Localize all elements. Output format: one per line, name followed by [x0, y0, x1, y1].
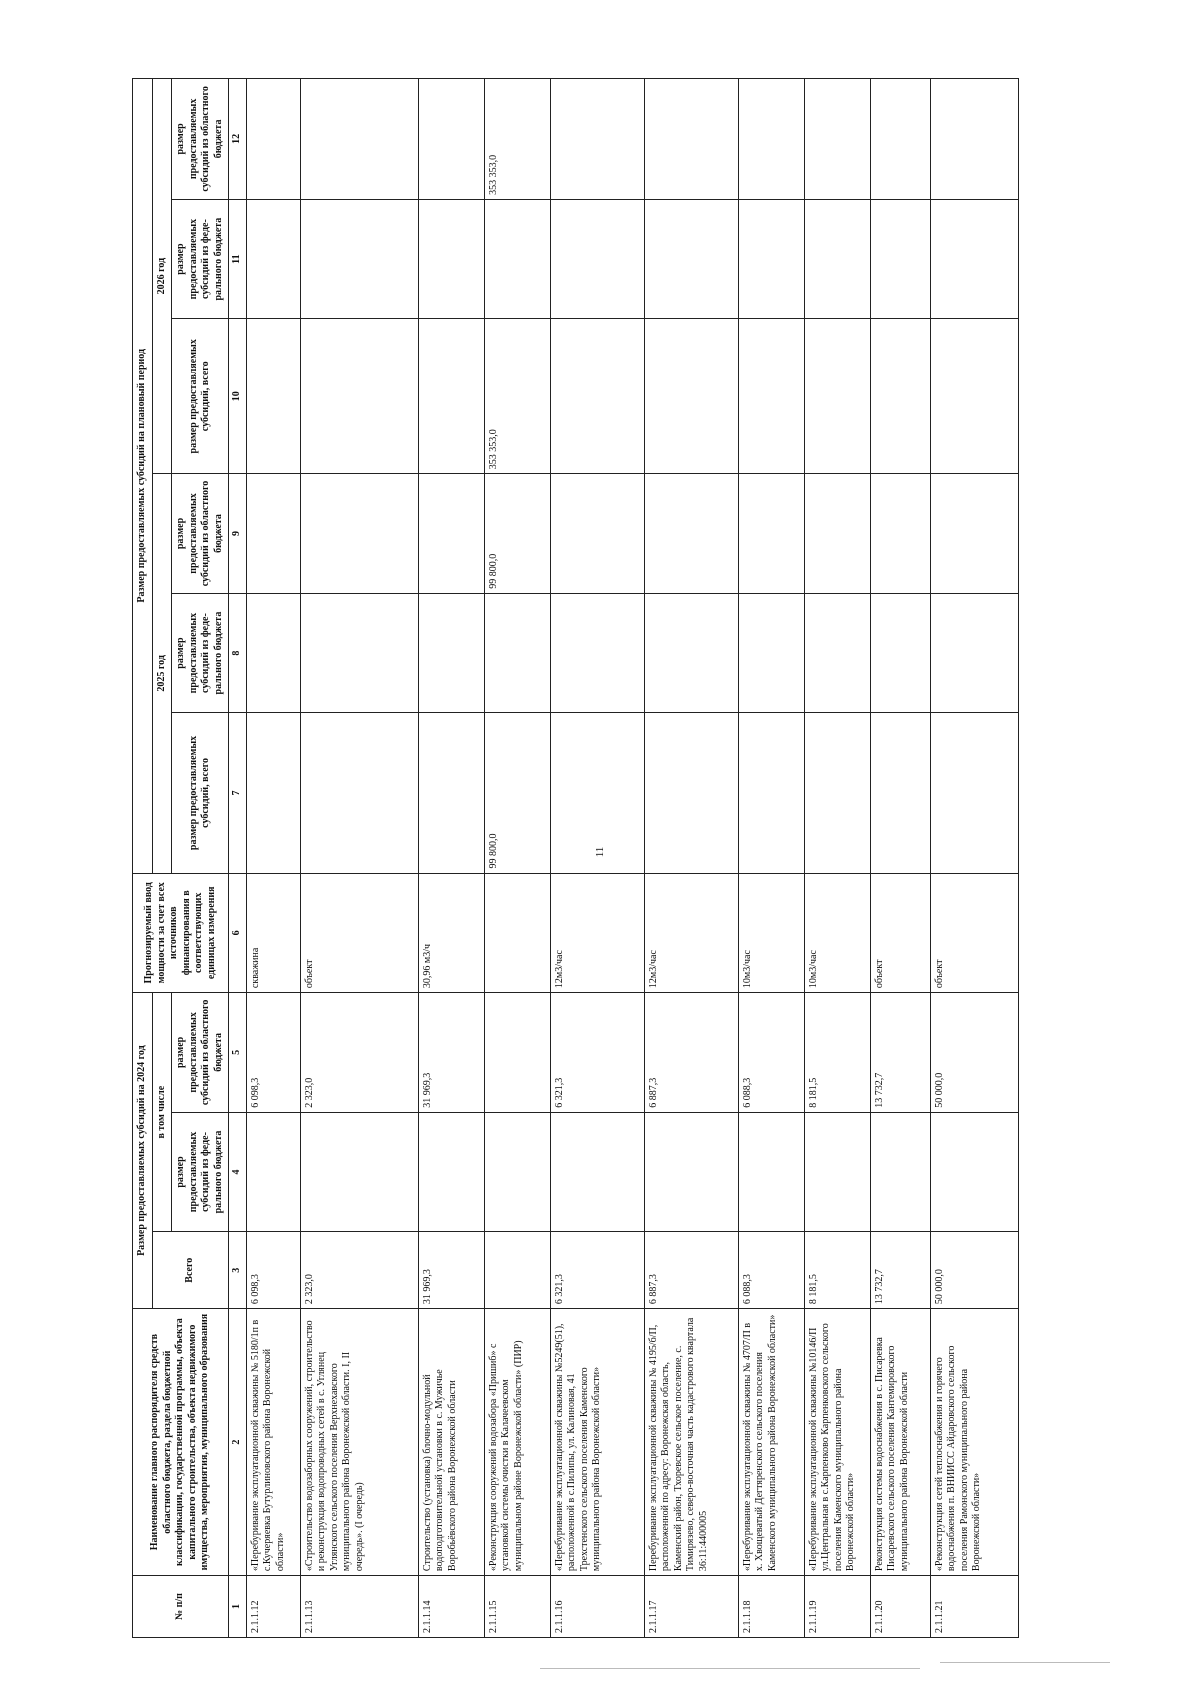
row-value-cell-6: объект — [870, 873, 930, 993]
row-value-cell-5: 8 181,5 — [804, 993, 870, 1113]
row-value-cell-3 — [484, 1232, 550, 1309]
row-name-cell: Реконструкция системы водоснабжения в с. Писаревка Писаревского сельского поселения Кантемировского муниципального района Воронежской области — [870, 1309, 930, 1576]
header-group-2024: Размер предоставляемых субсидий на 2024 год — [133, 993, 153, 1309]
row-value-cell-5: 13 732,7 — [870, 993, 930, 1113]
row-value-cell-12: 353 353,0 — [484, 79, 550, 200]
row-name-cell: «Перебуривание эксплуатационной скважины № 5180/1п в с.Кучеряевка Бутурлиновского района Воронежской области» — [246, 1309, 300, 1576]
page-number: 11 — [594, 846, 606, 858]
column-number: 3 — [229, 1232, 247, 1309]
row-number-cell: 2.1.1.15 — [484, 1576, 550, 1638]
row-value-cell-8 — [644, 593, 738, 713]
row-value-cell-3: 6 098,3 — [246, 1232, 300, 1309]
row-value-cell-4 — [804, 1112, 870, 1232]
row-value-cell-8 — [804, 593, 870, 713]
row-value-cell-4 — [930, 1112, 1018, 1232]
row-value-cell-8 — [300, 593, 418, 713]
header-incl: в том числе — [152, 993, 172, 1232]
column-number-row — [229, 79, 247, 1638]
row-value-cell-7 — [870, 713, 930, 873]
row-value-cell-10 — [246, 319, 300, 474]
row-value-cell-8 — [484, 593, 550, 713]
row-name-cell: «Строительство водозаборных сооружений, строительство и реконструкция водопроводных сетей в с. Углянец Углянского сельского поселения Верхнехавского муниципального района Воронежской области. I, II очередь». (I очередь) — [300, 1309, 418, 1576]
row-value-cell-8 — [550, 593, 644, 713]
row-value-cell-12 — [246, 79, 300, 200]
row-value-cell-3: 50 000,0 — [930, 1232, 1018, 1309]
row-value-cell-8 — [930, 593, 1018, 713]
row-value-cell-5: 6 088,3 — [738, 993, 804, 1113]
row-value-cell-6: объект — [930, 873, 1018, 993]
row-value-cell-5: 6 098,3 — [246, 993, 300, 1113]
row-value-cell-11 — [300, 199, 418, 319]
column-number: 5 — [229, 993, 247, 1113]
row-value-cell-6: скважина — [246, 873, 300, 993]
column-number: 7 — [229, 713, 247, 873]
column-number: 4 — [229, 1112, 247, 1232]
table-row — [484, 79, 550, 1638]
row-value-cell-7 — [300, 713, 418, 873]
row-value-cell-11 — [738, 199, 804, 319]
row-value-cell-10 — [550, 319, 644, 474]
row-value-cell-5 — [484, 993, 550, 1113]
row-value-cell-6: 12м3/час — [550, 873, 644, 993]
row-value-cell-7 — [930, 713, 1018, 873]
table-row — [804, 79, 870, 1638]
row-value-cell-11 — [550, 199, 644, 319]
row-value-cell-6: 30,96 м3/ч — [418, 873, 484, 993]
row-value-cell-7 — [644, 713, 738, 873]
table-row — [870, 79, 930, 1638]
row-value-cell-9 — [870, 474, 930, 594]
row-value-cell-12 — [418, 79, 484, 200]
row-value-cell-7 — [246, 713, 300, 873]
row-number-cell: 2.1.1.17 — [644, 1576, 738, 1638]
row-value-cell-4 — [644, 1112, 738, 1232]
header-year-2026: 2026 год — [152, 79, 172, 474]
row-value-cell-10: 353 353,0 — [484, 319, 550, 474]
row-value-cell-5: 6 321,3 — [550, 993, 644, 1113]
column-number: 10 — [229, 319, 247, 474]
row-value-cell-9 — [246, 474, 300, 594]
header-year-2025: 2025 год — [152, 474, 172, 873]
scan-artifact-line — [940, 1662, 1110, 1663]
header-fed-2025: размер предоставляемых субсидий из феде-рального бюджета — [172, 593, 229, 713]
row-value-cell-11 — [870, 199, 930, 319]
row-value-cell-3: 6 321,3 — [550, 1232, 644, 1309]
row-value-cell-12 — [550, 79, 644, 200]
row-value-cell-4 — [300, 1112, 418, 1232]
header-col-name: Наименование главного распорядителя средств областного бюджета, раздела бюджетной классификации, государственной программы, объекта капитального строительства, объекта недвижимого имущества, мероприятия, муниципального образования — [133, 1309, 229, 1576]
column-number: 1 — [229, 1576, 247, 1638]
row-value-cell-3: 13 732,7 — [870, 1232, 930, 1309]
subsidies-table — [132, 78, 1019, 1638]
row-value-cell-11 — [804, 199, 870, 319]
row-name-cell: «Перебуривание эксплуатационной скважины №10146/П ул.Центральная в с.Карпенково Карпенковского сельского поселения Каменского муниципального района Воронежской области» — [804, 1309, 870, 1576]
row-value-cell-6: 12м3/час — [644, 873, 738, 993]
row-value-cell-4 — [246, 1112, 300, 1232]
header-all-2025: размер предоставляемых субсидий, всего — [172, 713, 229, 873]
header-fed-2026: размер предоставляемых субсидий из феде-рального бюджета — [172, 199, 229, 319]
row-value-cell-7 — [550, 713, 644, 873]
row-value-cell-12 — [804, 79, 870, 200]
table-row — [246, 79, 300, 1638]
row-value-cell-12 — [644, 79, 738, 200]
row-value-cell-10 — [300, 319, 418, 474]
column-number: 12 — [229, 79, 247, 200]
header-obl-2025: размер предоставляемых субсидий из областного бюджета — [172, 474, 229, 594]
row-value-cell-9 — [644, 474, 738, 594]
header-row-1 — [133, 79, 153, 1638]
row-value-cell-4 — [418, 1112, 484, 1232]
row-number-cell: 2.1.1.19 — [804, 1576, 870, 1638]
row-value-cell-5: 2 323,0 — [300, 993, 418, 1113]
column-number: 9 — [229, 474, 247, 594]
table-row — [644, 79, 738, 1638]
row-value-cell-9 — [930, 474, 1018, 594]
table-row — [738, 79, 804, 1638]
header-all-2026: размер предоставляемых субсидий, всего — [172, 319, 229, 474]
column-number: 6 — [229, 873, 247, 993]
row-value-cell-12 — [738, 79, 804, 200]
row-value-cell-7: 99 800,0 — [484, 713, 550, 873]
row-value-cell-4 — [870, 1112, 930, 1232]
row-number-cell: 2.1.1.18 — [738, 1576, 804, 1638]
table-row — [418, 79, 484, 1638]
row-value-cell-7 — [738, 713, 804, 873]
table-body — [246, 79, 1018, 1638]
row-name-cell: Строительство (установка) блочно-модульной водоподготовительной установки в с. Мужичье Воробьёвского района Воронежской области — [418, 1309, 484, 1576]
row-value-cell-9 — [300, 474, 418, 594]
row-value-cell-9: 99 800,0 — [484, 474, 550, 594]
row-value-cell-10 — [644, 319, 738, 474]
row-value-cell-6: 10м3/час — [804, 873, 870, 993]
header-capacity: Прогнозируемый ввод мощности за счет всех источников финансирования в соответствующих единицах измерения — [133, 873, 229, 993]
row-number-cell: 2.1.1.13 — [300, 1576, 418, 1638]
row-number-cell: 2.1.1.14 — [418, 1576, 484, 1638]
row-value-cell-10 — [930, 319, 1018, 474]
column-number: 11 — [229, 199, 247, 319]
row-number-cell: 2.1.1.20 — [870, 1576, 930, 1638]
row-name-cell: «Реконструкция сооружений водозабора «Пришиб» с установкой системы очистки в Калачеевском муниципальном районе Воронежской области» (ПИР) — [484, 1309, 550, 1576]
row-value-cell-11 — [930, 199, 1018, 319]
row-value-cell-10 — [870, 319, 930, 474]
row-value-cell-9 — [418, 474, 484, 594]
row-value-cell-3: 6 088,3 — [738, 1232, 804, 1309]
row-value-cell-12 — [300, 79, 418, 200]
row-name-cell: «Перебуривание эксплуатационной скважины №5249(51), расположенной в с.Пилипы, ул. Калиновая, 41 Трехстенского сельского поселения Каменского муниципального района Воронежской области» — [550, 1309, 644, 1576]
row-name-cell: Перебуривание эксплуатационной скважины № 4195/б/П, расположенной по адресу: Воронежская область, Каменский район, Тхоревское сельское поселение, с. Тимирязево, северо-восточная часть кадастрового квартала 36:11:4400005 — [644, 1309, 738, 1576]
row-value-cell-11 — [484, 199, 550, 319]
row-value-cell-3: 6 887,3 — [644, 1232, 738, 1309]
rotated-table-container — [132, 78, 1182, 1638]
row-value-cell-4 — [550, 1112, 644, 1232]
table-row — [300, 79, 418, 1638]
row-name-cell: «Перебуривание эксплуатационной скважины № 4707/П в х. Хвощеватый Дегтяренского сельского поселения Каменского муниципального района Воронежской области» — [738, 1309, 804, 1576]
row-value-cell-6 — [484, 873, 550, 993]
row-value-cell-9 — [550, 474, 644, 594]
row-value-cell-4 — [738, 1112, 804, 1232]
scan-artifact-line — [540, 1668, 920, 1669]
row-value-cell-5: 6 887,3 — [644, 993, 738, 1113]
row-value-cell-11 — [418, 199, 484, 319]
row-value-cell-10 — [418, 319, 484, 474]
row-value-cell-8 — [870, 593, 930, 713]
header-total: Всего — [152, 1232, 229, 1309]
row-value-cell-10 — [738, 319, 804, 474]
row-value-cell-3: 2 323,0 — [300, 1232, 418, 1309]
header-obl-2026: размер предоставляемых субсидий из областного бюджета — [172, 79, 229, 200]
row-value-cell-9 — [804, 474, 870, 594]
row-value-cell-11 — [246, 199, 300, 319]
header-fed-2024: размер предоставляемых субсидий из феде-рального бюджета — [172, 1112, 229, 1232]
row-value-cell-3: 31 969,3 — [418, 1232, 484, 1309]
row-value-cell-7 — [804, 713, 870, 873]
row-value-cell-9 — [738, 474, 804, 594]
row-value-cell-4 — [484, 1112, 550, 1232]
row-value-cell-7 — [418, 713, 484, 873]
row-number-cell: 2.1.1.21 — [930, 1576, 1018, 1638]
row-value-cell-10 — [804, 319, 870, 474]
table-row — [550, 79, 644, 1638]
row-value-cell-5: 50 000,0 — [930, 993, 1018, 1113]
row-number-cell: 2.1.1.12 — [246, 1576, 300, 1638]
row-value-cell-3: 8 181,5 — [804, 1232, 870, 1309]
row-value-cell-8 — [738, 593, 804, 713]
row-name-cell: «Реконструкция сетей теплоснабжения и горячего водоснабжения п. ВНИИСС Айдаровского сельского поселения Рамонского муниципального района Воронежской области» — [930, 1309, 1018, 1576]
table-row — [930, 79, 1018, 1638]
row-value-cell-11 — [644, 199, 738, 319]
row-number-cell: 2.1.1.16 — [550, 1576, 644, 1638]
header-obl-2024: размер предоставляемых субсидий из областного бюджета — [172, 993, 229, 1113]
row-value-cell-8 — [246, 593, 300, 713]
column-number: 8 — [229, 593, 247, 713]
row-value-cell-5: 31 969,3 — [418, 993, 484, 1113]
row-value-cell-6: 10м3/час — [738, 873, 804, 993]
row-value-cell-6: объект — [300, 873, 418, 993]
row-value-cell-12 — [870, 79, 930, 200]
header-group-plan: Размер предоставляемых субсидий на плановый период — [133, 79, 153, 874]
row-value-cell-12 — [930, 79, 1018, 200]
header-col-no: № п/п — [133, 1576, 229, 1638]
row-value-cell-8 — [418, 593, 484, 713]
column-number: 2 — [229, 1309, 247, 1576]
